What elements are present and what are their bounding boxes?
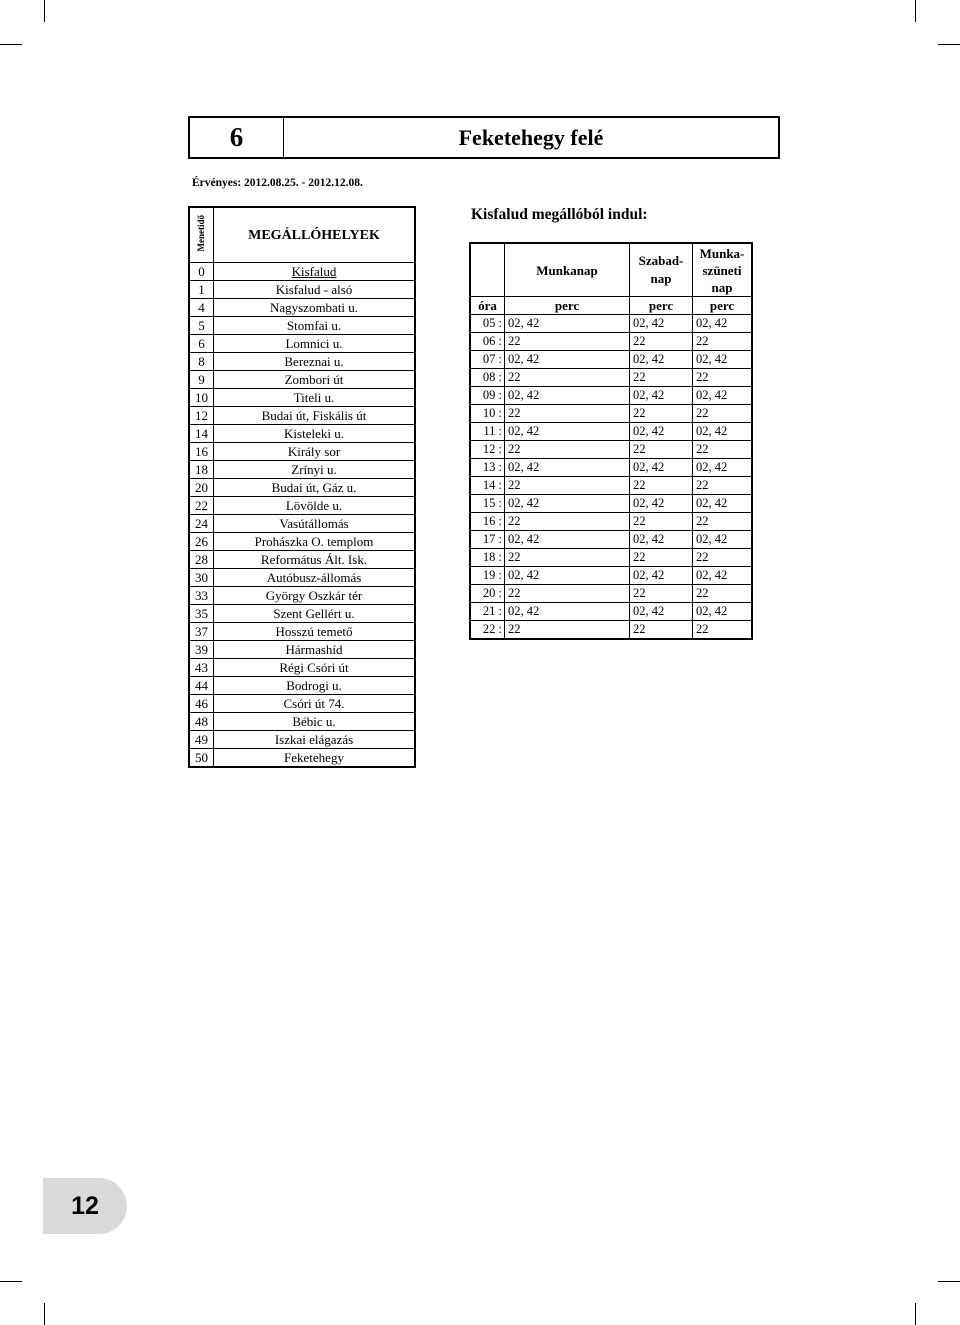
- workday-header: Munkanap: [505, 243, 630, 297]
- workday-minutes: 22: [505, 441, 630, 459]
- stop-name: Csóri út 74.: [214, 695, 416, 713]
- stops-header-row: [189, 207, 415, 263]
- corner-cell: [470, 243, 505, 297]
- departure-hour: 13 :: [470, 459, 505, 477]
- minute-subheader: perc: [630, 297, 693, 315]
- freeday-minutes: 02, 42: [630, 495, 693, 513]
- departure-hour: 12 :: [470, 441, 505, 459]
- freeday-minutes: 22: [630, 441, 693, 459]
- departure-row: [470, 423, 752, 441]
- holiday-minutes: 22: [693, 621, 753, 640]
- crop-mark: [938, 44, 960, 45]
- departure-row: [470, 477, 752, 495]
- stop-name: Kisteleki u.: [214, 425, 416, 443]
- departure-hour: 06 :: [470, 333, 505, 351]
- holiday-minutes: 22: [693, 477, 753, 495]
- crop-mark: [0, 1281, 22, 1282]
- stop-row: [189, 497, 415, 515]
- stop-name: Hármashíd: [214, 641, 416, 659]
- departure-hour: 22 :: [470, 621, 505, 640]
- stop-name: Bébic u.: [214, 713, 416, 731]
- holiday-minutes: 22: [693, 549, 753, 567]
- stop-name: Budai út, Fiskális út: [214, 407, 416, 425]
- stop-name: Bodrogi u.: [214, 677, 416, 695]
- stop-name: György Oszkár tér: [214, 587, 416, 605]
- stop-name: Budai út, Gáz u.: [214, 479, 416, 497]
- departure-row: [470, 405, 752, 423]
- stop-minutes: 6: [189, 335, 214, 353]
- stop-name: Lomnici u.: [214, 335, 416, 353]
- stop-row: [189, 515, 415, 533]
- departure-row: [470, 531, 752, 549]
- stop-name: Király sor: [214, 443, 416, 461]
- stop-minutes: 24: [189, 515, 214, 533]
- route-header: [188, 116, 780, 159]
- departure-hour: 18 :: [470, 549, 505, 567]
- holiday-minutes: 02, 42: [693, 459, 753, 477]
- freeday-minutes: 22: [630, 621, 693, 640]
- stop-minutes: 37: [189, 623, 214, 641]
- stop-minutes: 49: [189, 731, 214, 749]
- holiday-minutes: 22: [693, 405, 753, 423]
- stop-row: [189, 569, 415, 587]
- stop-minutes: 46: [189, 695, 214, 713]
- stop-minutes: 43: [189, 659, 214, 677]
- departure-row: [470, 459, 752, 477]
- freeday-minutes: 22: [630, 405, 693, 423]
- departures-subheader-row: [470, 297, 752, 315]
- holiday-minutes: 02, 42: [693, 423, 753, 441]
- departure-hour: 15 :: [470, 495, 505, 513]
- stop-row: [189, 281, 415, 299]
- stop-row: [189, 317, 415, 335]
- workday-minutes: 22: [505, 405, 630, 423]
- workday-minutes: 02, 42: [505, 315, 630, 333]
- freeday-minutes: 02, 42: [630, 603, 693, 621]
- departure-hour: 08 :: [470, 369, 505, 387]
- holiday-minutes: 02, 42: [693, 531, 753, 549]
- departure-row: [470, 333, 752, 351]
- stop-row: [189, 749, 415, 768]
- stop-minutes: 30: [189, 569, 214, 587]
- holiday-minutes: 22: [693, 513, 753, 531]
- workday-minutes: 02, 42: [505, 567, 630, 585]
- stop-name: Református Ált. Isk.: [214, 551, 416, 569]
- stop-minutes: 0: [189, 263, 214, 281]
- hour-subheader: óra: [470, 297, 505, 315]
- departure-hour: 20 :: [470, 585, 505, 603]
- stop-row: [189, 389, 415, 407]
- stop-row: [189, 263, 415, 281]
- stop-name: Zrínyi u.: [214, 461, 416, 479]
- stop-name: Vasútállomás: [214, 515, 416, 533]
- departure-hour: 05 :: [470, 315, 505, 333]
- stop-row: [189, 695, 415, 713]
- departure-row: [470, 513, 752, 531]
- stop-minutes: 12: [189, 407, 214, 425]
- workday-minutes: 02, 42: [505, 531, 630, 549]
- holiday-minutes: 02, 42: [693, 495, 753, 513]
- stop-row: [189, 731, 415, 749]
- route-destination: Feketehegy felé: [458, 124, 604, 150]
- holiday-minutes: 02, 42: [693, 567, 753, 585]
- stop-name: Bereznai u.: [214, 353, 416, 371]
- stop-row: [189, 461, 415, 479]
- workday-minutes: 22: [505, 477, 630, 495]
- departure-row: [470, 549, 752, 567]
- freeday-minutes: 22: [630, 585, 693, 603]
- stop-minutes: 44: [189, 677, 214, 695]
- holiday-minutes: 22: [693, 369, 753, 387]
- stop-minutes: 18: [189, 461, 214, 479]
- freeday-minutes: 02, 42: [630, 351, 693, 369]
- departure-row: [470, 351, 752, 369]
- stop-row: [189, 551, 415, 569]
- stop-minutes: 33: [189, 587, 214, 605]
- workday-minutes: 22: [505, 549, 630, 567]
- stop-row: [189, 659, 415, 677]
- crop-mark: [915, 1303, 916, 1325]
- stop-name: Prohászka O. templom: [214, 533, 416, 551]
- stop-row: [189, 335, 415, 353]
- crop-mark: [915, 0, 916, 22]
- departure-hour: 09 :: [470, 387, 505, 405]
- workday-minutes: 22: [505, 333, 630, 351]
- minute-subheader: perc: [505, 297, 630, 315]
- stop-minutes: 1: [189, 281, 214, 299]
- stop-minutes: 4: [189, 299, 214, 317]
- stop-minutes: 22: [189, 497, 214, 515]
- stop-row: [189, 443, 415, 461]
- stop-row: [189, 533, 415, 551]
- stop-name: Hosszú temető: [214, 623, 416, 641]
- stop-name: Feketehegy: [214, 749, 416, 768]
- stop-name: Kisfalud - alsó: [214, 281, 416, 299]
- stop-minutes: 16: [189, 443, 214, 461]
- freeday-minutes: 22: [630, 549, 693, 567]
- holiday-minutes: 02, 42: [693, 351, 753, 369]
- stop-row: [189, 371, 415, 389]
- departures-table: [469, 242, 753, 640]
- stop-row: [189, 587, 415, 605]
- holiday-minutes: 02, 42: [693, 603, 753, 621]
- holiday-header: Munka- szüneti nap: [693, 243, 753, 297]
- holiday-minutes: 22: [693, 333, 753, 351]
- stops-table: [188, 206, 416, 768]
- validity-dates: Érvényes: 2012.08.25. - 2012.12.08.: [192, 177, 363, 189]
- route-number: 6: [190, 118, 284, 157]
- freeday-header: Szabad- nap: [630, 243, 693, 297]
- stop-minutes: 35: [189, 605, 214, 623]
- stops-column-header: MEGÁLLÓHELYEK: [214, 207, 416, 263]
- stop-name: Szent Gellért u.: [214, 605, 416, 623]
- stop-row: [189, 479, 415, 497]
- departure-row: [470, 585, 752, 603]
- minutes-column-header: Menetidő: [189, 207, 214, 263]
- holiday-minutes: 22: [693, 585, 753, 603]
- departures-title: Kisfalud megállóból indul:: [471, 206, 648, 223]
- workday-minutes: 22: [505, 585, 630, 603]
- departure-hour: 21 :: [470, 603, 505, 621]
- stop-name: Lövölde u.: [214, 497, 416, 515]
- stop-minutes: 9: [189, 371, 214, 389]
- departure-row: [470, 495, 752, 513]
- freeday-minutes: 22: [630, 513, 693, 531]
- stop-minutes: 20: [189, 479, 214, 497]
- freeday-minutes: 02, 42: [630, 387, 693, 405]
- stop-row: [189, 425, 415, 443]
- stop-minutes: 26: [189, 533, 214, 551]
- minute-subheader: perc: [693, 297, 753, 315]
- freeday-minutes: 02, 42: [630, 567, 693, 585]
- holiday-minutes: 02, 42: [693, 315, 753, 333]
- stop-row: [189, 605, 415, 623]
- stop-minutes: 50: [189, 749, 214, 768]
- holiday-minutes: 02, 42: [693, 387, 753, 405]
- stop-row: [189, 353, 415, 371]
- page-number: 12: [43, 1178, 127, 1234]
- workday-minutes: 02, 42: [505, 495, 630, 513]
- workday-minutes: 02, 42: [505, 423, 630, 441]
- stop-row: [189, 641, 415, 659]
- stop-minutes: 8: [189, 353, 214, 371]
- departures-header-row: [470, 243, 752, 297]
- freeday-minutes: 02, 42: [630, 423, 693, 441]
- stop-name: Zombori út: [214, 371, 416, 389]
- crop-mark: [0, 44, 22, 45]
- stop-name: Autóbusz-állomás: [214, 569, 416, 587]
- stop-name: Nagyszombati u.: [214, 299, 416, 317]
- workday-minutes: 02, 42: [505, 459, 630, 477]
- departure-row: [470, 315, 752, 333]
- departure-row: [470, 567, 752, 585]
- holiday-minutes: 22: [693, 441, 753, 459]
- stop-name: Stomfai u.: [214, 317, 416, 335]
- crop-mark: [44, 1303, 45, 1325]
- departure-hour: 07 :: [470, 351, 505, 369]
- stop-row: [189, 299, 415, 317]
- freeday-minutes: 22: [630, 333, 693, 351]
- crop-mark: [938, 1281, 960, 1282]
- workday-minutes: 02, 42: [505, 387, 630, 405]
- stop-name: Kisfalud: [214, 263, 416, 281]
- departure-row: [470, 603, 752, 621]
- stop-row: [189, 713, 415, 731]
- freeday-minutes: 02, 42: [630, 459, 693, 477]
- stop-minutes: 14: [189, 425, 214, 443]
- departure-hour: 16 :: [470, 513, 505, 531]
- workday-minutes: 22: [505, 369, 630, 387]
- stop-minutes: 28: [189, 551, 214, 569]
- workday-minutes: 22: [505, 513, 630, 531]
- stop-minutes: 5: [189, 317, 214, 335]
- workday-minutes: 22: [505, 621, 630, 640]
- stop-minutes: 48: [189, 713, 214, 731]
- departure-hour: 10 :: [470, 405, 505, 423]
- departure-hour: 11 :: [470, 423, 505, 441]
- freeday-minutes: 22: [630, 477, 693, 495]
- departure-hour: 19 :: [470, 567, 505, 585]
- departure-row: [470, 387, 752, 405]
- crop-mark: [44, 0, 45, 22]
- freeday-minutes: 02, 42: [630, 531, 693, 549]
- departure-hour: 17 :: [470, 531, 505, 549]
- departure-hour: 14 :: [470, 477, 505, 495]
- workday-minutes: 02, 42: [505, 351, 630, 369]
- stop-name: Régi Csóri út: [214, 659, 416, 677]
- stop-name: Titeli u.: [214, 389, 416, 407]
- stop-row: [189, 407, 415, 425]
- departure-row: [470, 441, 752, 459]
- stop-minutes: 10: [189, 389, 214, 407]
- stop-minutes: 39: [189, 641, 214, 659]
- stop-name: Iszkai elágazás: [214, 731, 416, 749]
- freeday-minutes: 22: [630, 369, 693, 387]
- departure-row: [470, 621, 752, 640]
- departure-row: [470, 369, 752, 387]
- workday-minutes: 02, 42: [505, 603, 630, 621]
- stop-row: [189, 623, 415, 641]
- freeday-minutes: 02, 42: [630, 315, 693, 333]
- stop-row: [189, 677, 415, 695]
